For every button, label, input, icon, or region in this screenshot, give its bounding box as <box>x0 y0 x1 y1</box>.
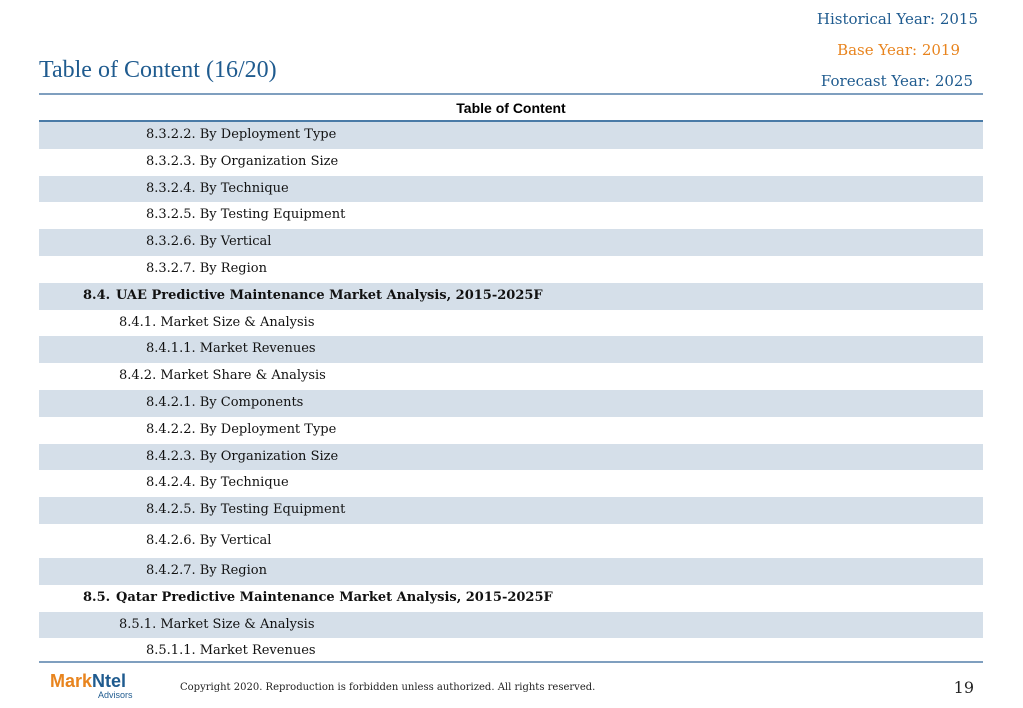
logo-subtitle: Advisors <box>98 690 133 700</box>
toc-row-text: 8.3.2.7. By Region <box>146 260 267 276</box>
toc-row <box>39 470 983 497</box>
logo-ntel-text: Ntel <box>92 671 127 691</box>
copyright-notice: Copyright 2020. Reproduction is forbidden unless authorized. All rights reserved. <box>180 682 596 693</box>
logo-mark-text: Mark <box>50 671 93 691</box>
toc-row-number: 8.4. <box>83 287 111 303</box>
toc-row <box>39 444 983 471</box>
toc-row-text: 8.5.1. Market Size & Analysis <box>119 616 315 632</box>
toc-row-number: 8.5. <box>83 589 111 605</box>
forecast-year: Forecast Year: 2025 <box>820 72 973 90</box>
historical-year: Historical Year: 2015 <box>816 10 978 28</box>
toc-row-text: 8.4.2.1. By Components <box>146 394 304 410</box>
toc-row <box>39 558 983 585</box>
toc-row-text: 8.3.2.2. By Deployment Type <box>146 127 337 142</box>
toc-row-text: 8.4.2.5. By Testing Equipment <box>146 502 346 518</box>
toc-row <box>39 256 983 283</box>
toc-row-text: 8.4.2.3. By Organization Size <box>146 448 339 464</box>
toc-row-text: 8.3.2.4. By Technique <box>146 180 289 196</box>
bottom-divider <box>39 661 983 663</box>
toc-row <box>39 336 983 363</box>
toc-row-text: 8.5.1.1. Market Revenues <box>146 643 316 659</box>
toc-row-text: 8.3.2.6. By Vertical <box>146 234 272 250</box>
toc-row-text: 8.4.2.6. By Vertical <box>146 532 272 548</box>
toc-rows <box>39 122 983 665</box>
toc-row <box>39 363 983 390</box>
toc-row-text: 8.4.2. Market Share & Analysis <box>119 368 326 384</box>
toc-row <box>39 390 983 417</box>
base-year: Base Year: 2019 <box>837 41 960 59</box>
toc-row <box>39 497 983 524</box>
toc-row <box>39 202 983 229</box>
toc-row-text: 8.4.2.7. By Region <box>146 562 267 578</box>
toc-row <box>39 585 983 612</box>
toc-row <box>39 612 983 639</box>
toc-table-header: Table of Content <box>39 96 983 122</box>
toc-row-text: 8.4.1.1. Market Revenues <box>146 341 316 357</box>
toc-row <box>39 524 983 558</box>
toc-row-text: Qatar Predictive Maintenance Market Analysis, 2015-2025F <box>116 589 553 605</box>
toc-row-text: 8.4.2.2. By Deployment Type <box>146 421 337 437</box>
toc-row-text: UAE Predictive Maintenance Market Analysis, 2015-2025F <box>116 287 543 303</box>
page-title: Table of Content (16/20) <box>39 57 277 83</box>
toc-table <box>39 96 983 665</box>
marknetl-logo <box>50 672 140 702</box>
toc-row-text: 8.3.2.3. By Organization Size <box>146 153 339 169</box>
toc-row <box>39 149 983 176</box>
toc-row <box>39 283 983 310</box>
toc-row-text: 8.4.2.4. By Technique <box>146 475 289 491</box>
toc-row <box>39 229 983 256</box>
page-number: 19 <box>953 678 974 697</box>
toc-row-text: 8.4.1. Market Size & Analysis <box>119 314 315 330</box>
toc-row-text: 8.3.2.5. By Testing Equipment <box>146 207 346 223</box>
toc-row <box>39 122 983 149</box>
toc-row <box>39 417 983 444</box>
toc-row <box>39 310 983 337</box>
top-divider <box>39 93 983 95</box>
toc-row <box>39 176 983 203</box>
